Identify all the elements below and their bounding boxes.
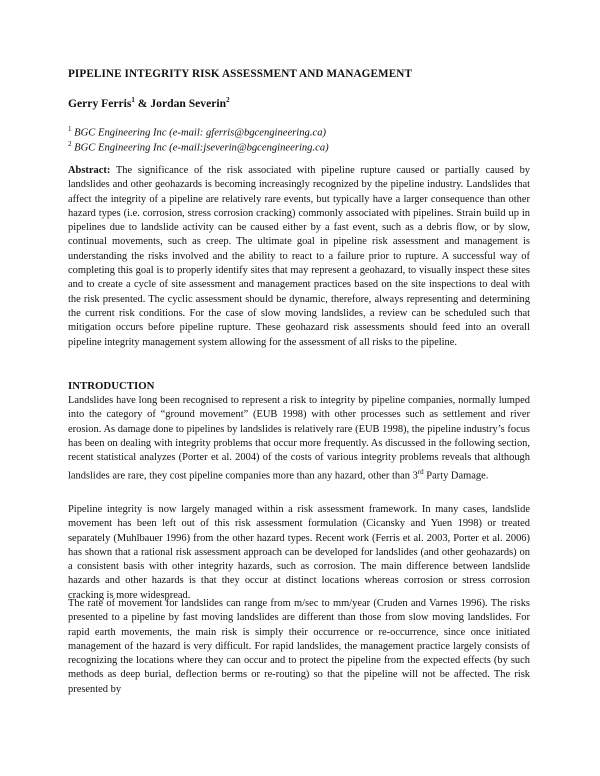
author-2-mark: 2 — [226, 96, 230, 104]
introduction-paragraph-3: The rate of movement for landslides can range from m/sec to mm/year (Cruden and Varnes 1996). The risks presented to a pipeline by fast moving landslides are different than those from slow moving landslides. For rapid earth movements, the main risk is simply their occurrence or re-occurrence, since once initiated management of the hazard is very difficult. For rapid landslides, the management practice largely consists of recognizing the locations where they can occur and to protect the pipeline from the expected effects (by such methods as deep burial, deflection berms or re-routing) so that the pipeline will not be affected. The risk presented by — [68, 598, 530, 695]
abstract-paragraph — [68, 164, 530, 350]
author-1-name: Gerry Ferris — [68, 96, 132, 110]
author-1-mark: 1 — [131, 96, 135, 104]
abstract-text: The significance of the risk associated with pipeline rupture caused or partially caused by landslides and other geohazards is becoming increasingly recognized by the pipeline industry. Landslides that affect the integrity of a pipeline are relatively rare events, but typically have a larger consequence than other hazard types (i.e. corrosion, stress corrosion cracking) commonly associated with pipelines. Strain build up in pipelines due to landslide activity can be caused either by a fast event, such as a debris flow, or by slow, continual movements, such as creep. The ultimate goal in pipeline risk assessment and management is understanding the risks involved and the ability to react to a failure prior to rupture. A successful way of completing this goal is to properly identify sites that may represent a geohazard, to visually inspect these sites and to create a cycle of site assessment and management practices based on the site inspections to deal with the risk presented. The cyclic assessment should be dynamic, therefore, always representing and determining the current risk conditions. For the case of slow moving landslides, a review can be scheduled such that mitigation occurs before pipeline rupture. These geohazard risk assessments should feed into an overall pipeline integrity management system allowing for the assessment of all risks to the pipeline. — [68, 165, 531, 348]
author-line — [68, 96, 230, 110]
introduction-paragraph-2: Pipeline integrity is now largely managed within a risk assessment framework. In many cases, landslide movement has been left out of this risk assessment formulation (Cicansky and Yuen 1998) or treated separately (Muhlbauer 1996) from the other hazard types. Recent work (Ferris et al. 2003, Porter et al. 2006) has shown that a rational risk assessment approach can be developed for landslides (and other geohazards) on a consistent basis with other integrity hazards, such as corrosion. The main difference between landslide hazards and other hazards is that they occur at distinct locations whereas corrosion or stress corrosion cracking is more widespread. — [68, 504, 530, 601]
introduction-paragraph-1 — [68, 394, 530, 484]
intro-p1-text: Landslides have long been recognised to represent a risk to integrity by pipeline companies, normally lumped into the category of “ground movement” (EUB 1998) with other processes such as settlement and river erosion. As damage done to pipelines by landslides is relatively rare (EUB 1998), the pipeline industry’s focus has been on dealing with integrity problems that occur more frequently. As discussed in the following section, recent statistical analyzes (Porter et al. 2004) of the costs of various integrity problems reveals that although landslides are rare, they cost pipeline companies more than any hazard, other than 3 — [68, 395, 530, 482]
affiliation-2-text: BGC Engineering Inc (e-mail:jseverin@bgcengineering.ca) — [74, 142, 329, 154]
affiliation-1 — [68, 125, 326, 139]
intro-p1-tail: Party Damage. — [423, 470, 489, 482]
paper-title: PIPELINE INTEGRITY RISK ASSESSMENT AND MANAGEMENT — [68, 68, 413, 80]
affiliation-2 — [68, 140, 329, 154]
affiliation-1-text: BGC Engineering Inc (e-mail: gferris@bgcengineering.ca) — [74, 127, 327, 139]
affiliation-1-mark: 1 — [68, 125, 72, 133]
intro-p1-superscript: rd — [417, 468, 424, 477]
affiliation-2-mark: 2 — [68, 140, 72, 148]
introduction-heading: INTRODUCTION — [68, 380, 155, 392]
author-2-name: Jordan Severin — [150, 96, 227, 110]
abstract-label: Abstract: — [68, 165, 111, 176]
author-separator: & — [134, 96, 151, 110]
